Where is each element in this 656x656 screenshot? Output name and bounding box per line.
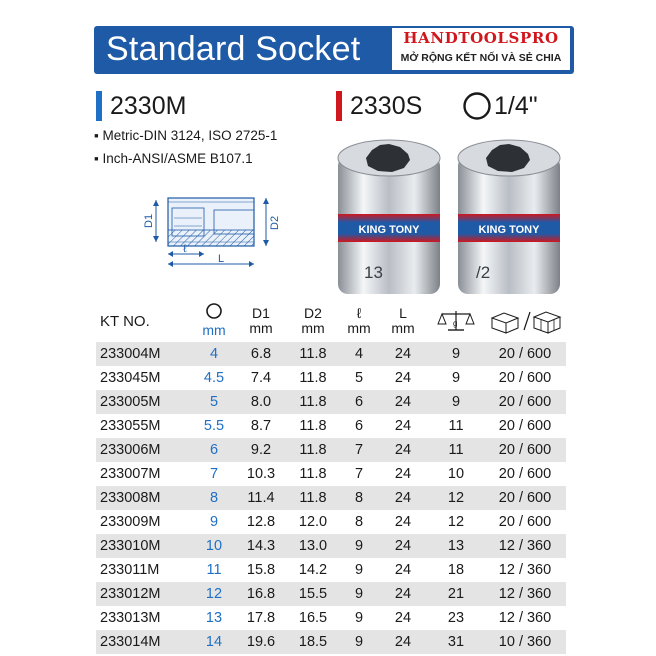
- diagram-d1-label: D1: [143, 213, 155, 228]
- cell-l2: 24: [394, 394, 412, 410]
- cell-l1: 6: [354, 418, 364, 434]
- scale-weight-icon: [436, 308, 476, 334]
- cell-d1: 17.8: [246, 610, 276, 626]
- cell-pk: 20 / 600: [498, 418, 552, 434]
- cell-wt: 10: [447, 466, 465, 482]
- header-d1: [236, 306, 286, 336]
- cell-size: 10: [205, 538, 223, 554]
- model-inch-code: 2330S: [350, 91, 423, 120]
- cell-size: 14: [205, 634, 223, 650]
- cell-l2: 24: [394, 586, 412, 602]
- cell-d1: 8.0: [250, 394, 272, 410]
- cell-d2: 11.8: [299, 490, 327, 506]
- cell-kt: 233012M: [100, 586, 161, 602]
- cell-wt: 31: [447, 634, 465, 650]
- cell-l1: 9: [354, 586, 364, 602]
- cell-pk: 20 / 600: [498, 394, 552, 410]
- box-carton-icon: [488, 308, 564, 334]
- header-d2: [286, 306, 340, 336]
- cell-l1: 7: [354, 466, 364, 482]
- cell-kt: 233006M: [100, 442, 161, 458]
- cell-l1: 9: [354, 562, 364, 578]
- cell-d2: 13.0: [298, 538, 328, 554]
- cell-d1: 16.8: [246, 586, 276, 602]
- cell-size: 4: [209, 346, 219, 362]
- cell-l2: 24: [394, 442, 412, 458]
- socket-right-brand: KING TONY: [478, 224, 540, 236]
- cell-kt: 233008M: [100, 490, 161, 506]
- socket-left-size: 13: [364, 263, 383, 282]
- cell-wt: 18: [447, 562, 465, 578]
- cell-d1: 14.3: [246, 538, 276, 554]
- blue-accent-bar: [96, 91, 102, 121]
- cell-d2: 14.2: [298, 562, 328, 578]
- cell-l2: 24: [394, 562, 412, 578]
- cell-kt: 233011M: [100, 562, 160, 578]
- table-row: [96, 414, 566, 438]
- table-row: [96, 558, 566, 582]
- cell-pk: 20 / 600: [498, 442, 552, 458]
- cell-size: 7: [209, 466, 219, 482]
- cell-wt: 9: [451, 394, 461, 410]
- cell-d2: 11.8: [299, 442, 327, 458]
- svg-text:g: g: [453, 319, 458, 328]
- table-row: [96, 534, 566, 558]
- red-accent-bar: [336, 91, 342, 121]
- cell-d1: 8.7: [250, 418, 272, 434]
- model-metric: [96, 90, 186, 122]
- table-row: [96, 510, 566, 534]
- cell-d2: 16.5: [298, 610, 328, 626]
- cell-d1: 7.4: [250, 370, 272, 386]
- cell-l1: 6: [354, 394, 364, 410]
- header-l-big-unit: mm: [391, 320, 415, 336]
- cell-l2: 24: [394, 346, 412, 362]
- diagram-l-small-label: ℓ: [183, 243, 187, 255]
- cell-pk: 20 / 600: [498, 490, 552, 506]
- cell-pk: 20 / 600: [498, 466, 552, 482]
- cell-d1: 19.6: [246, 634, 276, 650]
- cell-pk: 10 / 360: [498, 634, 552, 650]
- cell-size: 13: [205, 610, 223, 626]
- cell-pk: 20 / 600: [498, 514, 552, 530]
- cell-pk: 12 / 360: [498, 586, 552, 602]
- brand-name: HANDTOOLSPRO: [403, 29, 559, 47]
- cell-d2: 11.8: [299, 394, 327, 410]
- cell-l2: 24: [394, 370, 412, 386]
- cell-size: 8: [209, 490, 219, 506]
- table-row: [96, 366, 566, 390]
- cell-d2: 11.8: [299, 370, 327, 386]
- socket-diagram: [140, 180, 290, 270]
- cell-kt: 233013M: [100, 610, 161, 626]
- cell-kt: 233005M: [100, 394, 161, 410]
- cell-kt: 233007M: [100, 466, 161, 482]
- header-weight: [432, 308, 480, 337]
- cell-d1: 15.8: [246, 562, 276, 578]
- cell-l2: 24: [394, 466, 412, 482]
- header-d2-label: D2: [304, 305, 322, 321]
- header-d1-label: D1: [252, 305, 270, 321]
- cell-l1: 8: [354, 490, 364, 506]
- cell-l1: 8: [354, 514, 364, 530]
- header-l-big: [378, 306, 428, 336]
- model-inch: [336, 90, 422, 122]
- cell-wt: 12: [447, 514, 465, 530]
- table-row: [96, 462, 566, 486]
- header-packing: [486, 308, 566, 337]
- cell-wt: 9: [451, 370, 461, 386]
- table-row: [96, 438, 566, 462]
- cell-d1: 11.4: [247, 490, 275, 506]
- model-metric-code: 2330M: [110, 91, 187, 120]
- drive-size: [462, 90, 538, 122]
- cell-l1: 9: [354, 610, 364, 626]
- header-l-small-label: ℓ: [356, 305, 362, 321]
- cell-l1: 4: [354, 346, 364, 362]
- cell-pk: 20 / 600: [498, 370, 552, 386]
- table-row: [96, 606, 566, 630]
- header-l-small-unit: mm: [347, 320, 371, 336]
- cell-size: 12: [205, 586, 223, 602]
- table-row: [96, 630, 566, 654]
- header-d2-unit: mm: [301, 320, 325, 336]
- cell-size: 4.5: [203, 370, 225, 386]
- header-l-small: [340, 306, 378, 336]
- cell-kt: 233010M: [100, 538, 161, 554]
- cell-wt: 13: [447, 538, 465, 554]
- header-size-unit: mm: [202, 322, 226, 338]
- table-row: [96, 486, 566, 510]
- drive-size-label: 1/4": [494, 91, 538, 120]
- cell-wt: 11: [448, 418, 464, 434]
- cell-d1: 10.3: [246, 466, 276, 482]
- cell-size: 6: [209, 442, 219, 458]
- cell-kt: 233045M: [100, 370, 161, 386]
- cell-d1: 6.8: [250, 346, 272, 362]
- socket-photo: [334, 138, 566, 298]
- cell-l1: 9: [354, 634, 364, 650]
- cell-size: 11: [206, 562, 222, 578]
- twelve-point-icon: [205, 302, 223, 320]
- cell-d2: 18.5: [298, 634, 328, 650]
- cell-l2: 24: [394, 418, 412, 434]
- cell-l2: 24: [394, 610, 412, 626]
- cell-d2: 12.0: [298, 514, 328, 530]
- page-title: Standard Socket: [106, 30, 361, 68]
- socket-left: [338, 140, 440, 294]
- cell-d2: 15.5: [298, 586, 328, 602]
- standard-metric: ▪ Metric-DIN 3124, ISO 2725-1: [94, 128, 278, 143]
- diagram-l-big-label: L: [218, 253, 225, 265]
- cell-l1: 9: [354, 538, 364, 554]
- header-size: [192, 302, 236, 338]
- cell-pk: 12 / 360: [498, 562, 552, 578]
- cell-l1: 7: [354, 442, 364, 458]
- cell-pk: 12 / 360: [498, 610, 552, 626]
- socket-right-size: /2: [476, 263, 491, 282]
- socket-left-brand: KING TONY: [358, 224, 420, 236]
- cell-kt: 233009M: [100, 514, 161, 530]
- cell-d1: 12.8: [246, 514, 276, 530]
- cell-d2: 11.8: [299, 418, 327, 434]
- cell-pk: 20 / 600: [498, 346, 552, 362]
- cell-kt: 233055M: [100, 418, 161, 434]
- cell-wt: 21: [447, 586, 465, 602]
- header-kt-no: KT NO.: [100, 313, 150, 330]
- socket-right: [458, 140, 560, 294]
- cell-l2: 24: [394, 538, 412, 554]
- cell-l2: 24: [394, 490, 412, 506]
- header-banner: [94, 26, 574, 74]
- spec-table: [96, 342, 566, 654]
- cell-kt: 233014M: [100, 634, 161, 650]
- brand-tagline: MỞ RỘNG KẾT NỐI VÀ SẺ CHIA: [400, 52, 562, 64]
- cell-l2: 24: [394, 514, 412, 530]
- brand-logo: [392, 28, 570, 70]
- header-l-big-label: L: [399, 305, 407, 321]
- cell-wt: 11: [448, 442, 464, 458]
- cell-pk: 12 / 360: [498, 538, 552, 554]
- cell-d2: 11.8: [299, 346, 327, 362]
- table-row: [96, 342, 566, 366]
- cell-size: 5: [209, 394, 219, 410]
- cell-size: 5.5: [203, 418, 225, 434]
- cell-wt: 23: [447, 610, 465, 626]
- table-row: [96, 390, 566, 414]
- cell-kt: 233004M: [100, 346, 161, 362]
- cell-d2: 11.8: [299, 466, 327, 482]
- twelve-point-icon: [462, 91, 492, 121]
- cell-l1: 5: [354, 370, 364, 386]
- cell-l2: 24: [394, 634, 412, 650]
- cell-wt: 9: [451, 346, 461, 362]
- diagram-d2-label: D2: [269, 215, 281, 230]
- cell-d1: 9.2: [250, 442, 272, 458]
- table-header: [96, 302, 566, 342]
- standard-inch: ▪ Inch-ANSI/ASME B107.1: [94, 151, 253, 166]
- cell-size: 9: [209, 514, 219, 530]
- cell-wt: 12: [447, 490, 465, 506]
- header-d1-unit: mm: [249, 320, 273, 336]
- table-row: [96, 582, 566, 606]
